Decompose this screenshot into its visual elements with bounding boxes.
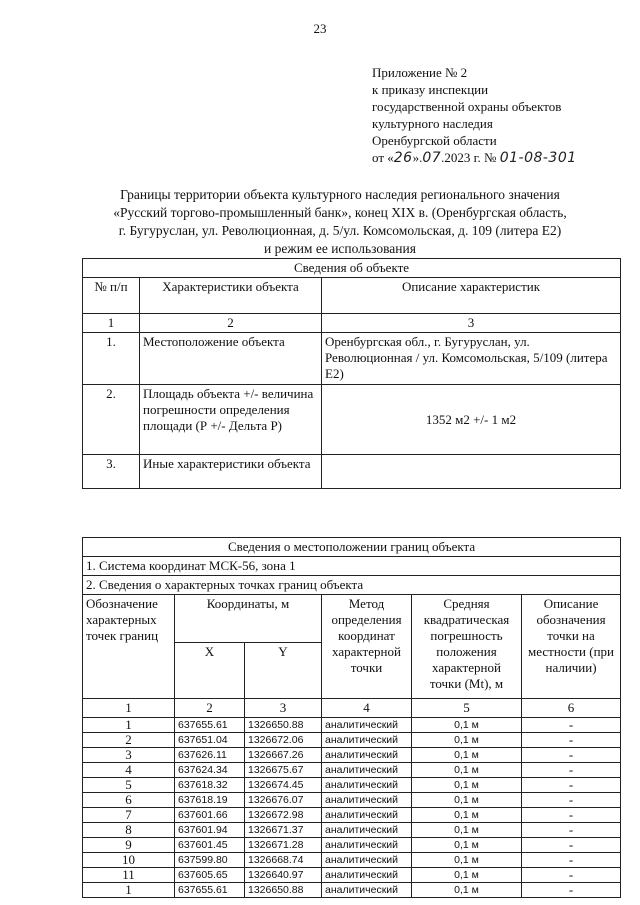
- col-index: 5: [412, 699, 522, 718]
- point-x: 637624.34: [175, 763, 245, 778]
- table-row: [83, 718, 621, 733]
- col-index: 2: [140, 314, 322, 333]
- col-header-method: Метод определения координат характерной точки: [322, 595, 412, 699]
- document-title: [60, 186, 620, 258]
- point-y: 1326671.37: [245, 823, 322, 838]
- col-header-characteristic: Характеристики объекта: [140, 278, 322, 314]
- col-index: 2: [175, 699, 245, 718]
- appendix-block: [372, 64, 577, 167]
- table-row: [83, 748, 621, 763]
- point-id: 1: [83, 883, 175, 898]
- point-error: 0,1 м: [412, 853, 522, 868]
- handwritten-month: 07: [422, 150, 442, 166]
- row-characteristic: Местоположение объекта: [140, 333, 322, 385]
- point-id: 4: [83, 763, 175, 778]
- row-description: Оренбургская обл., г. Бугуруслан, ул. Революционная / ул. Комсомольская, 5/109 (литера Е2): [322, 333, 621, 385]
- col-header-description: Описание характеристик: [322, 278, 621, 314]
- row-description: 1352 м2 +/- 1 м2: [322, 385, 621, 455]
- appendix-title: Приложение № 2: [372, 65, 468, 80]
- point-description: -: [522, 733, 621, 748]
- point-description: -: [522, 808, 621, 823]
- point-id: 11: [83, 868, 175, 883]
- point-x: 637599.80: [175, 853, 245, 868]
- point-id: 6: [83, 793, 175, 808]
- point-method: аналитический: [322, 838, 412, 853]
- points-header: 2. Сведения о характерных точках границ объекта: [83, 576, 621, 595]
- col-header-error: Средняя квадратическая погрешность положения характерной точки (Mt), м: [412, 595, 522, 699]
- table-row: [83, 808, 621, 823]
- date-separator: ».: [412, 150, 423, 165]
- point-error: 0,1 м: [412, 733, 522, 748]
- object-info-header: Сведения об объекте: [83, 259, 621, 278]
- point-id: 10: [83, 853, 175, 868]
- point-description: -: [522, 793, 621, 808]
- table-row: [83, 868, 621, 883]
- point-x: 637618.19: [175, 793, 245, 808]
- point-x: 637605.65: [175, 868, 245, 883]
- point-x: 637651.04: [175, 733, 245, 748]
- table-row: [83, 823, 621, 838]
- point-y: 1326650.88: [245, 718, 322, 733]
- title-line-3: г. Бугуруслан, ул. Революционная, д. 5/ул. Комсомольская, д. 109 (литера Е2): [118, 223, 562, 238]
- point-error: 0,1 м: [412, 793, 522, 808]
- table-row: [83, 733, 621, 748]
- point-description: -: [522, 838, 621, 853]
- point-error: 0,1 м: [412, 823, 522, 838]
- row-characteristic: Площадь объекта +/- величина погрешности определения площади (Р +/- Дельта Р): [140, 385, 322, 455]
- point-description: -: [522, 883, 621, 898]
- point-description: -: [522, 718, 621, 733]
- object-info-table: [82, 258, 621, 489]
- row-number: 3.: [83, 455, 140, 489]
- date-year: .2023 г. №: [441, 150, 497, 165]
- point-y: 1326675.67: [245, 763, 322, 778]
- col-header-coords: Координаты, м: [175, 595, 322, 643]
- point-id: 7: [83, 808, 175, 823]
- point-x: 637601.45: [175, 838, 245, 853]
- point-description: -: [522, 853, 621, 868]
- table-row: [83, 385, 621, 455]
- point-error: 0,1 м: [412, 718, 522, 733]
- table-row: [83, 455, 621, 489]
- point-id: 1: [83, 718, 175, 733]
- point-error: 0,1 м: [412, 808, 522, 823]
- point-x: 637655.61: [175, 883, 245, 898]
- title-line-4: и режим ее использования: [264, 241, 416, 256]
- point-x: 637601.94: [175, 823, 245, 838]
- row-number: 2.: [83, 385, 140, 455]
- handwritten-order-number: 01-08-301: [499, 150, 577, 166]
- point-method: аналитический: [322, 778, 412, 793]
- col-header-point: Обозначение характерных точек границ: [83, 595, 175, 699]
- point-y: 1326676.07: [245, 793, 322, 808]
- point-y: 1326672.98: [245, 808, 322, 823]
- point-id: 2: [83, 733, 175, 748]
- point-id: 5: [83, 778, 175, 793]
- point-method: аналитический: [322, 793, 412, 808]
- point-description: -: [522, 748, 621, 763]
- point-description: -: [522, 778, 621, 793]
- page-number: 23: [313, 21, 327, 36]
- col-index: 6: [522, 699, 621, 718]
- points-body: [83, 718, 621, 898]
- point-y: 1326640.97: [245, 868, 322, 883]
- point-x: 637626.11: [175, 748, 245, 763]
- point-method: аналитический: [322, 808, 412, 823]
- point-y: 1326650.88: [245, 883, 322, 898]
- row-number: 1.: [83, 333, 140, 385]
- point-method: аналитический: [322, 883, 412, 898]
- point-method: аналитический: [322, 853, 412, 868]
- table-row: [83, 333, 621, 385]
- point-y: 1326668.74: [245, 853, 322, 868]
- point-x: 637618.32: [175, 778, 245, 793]
- table-row: [83, 883, 621, 898]
- point-y: 1326674.45: [245, 778, 322, 793]
- appendix-date-line: [372, 149, 577, 167]
- point-y: 1326671.28: [245, 838, 322, 853]
- point-method: аналитический: [322, 823, 412, 838]
- point-error: 0,1 м: [412, 763, 522, 778]
- point-id: 8: [83, 823, 175, 838]
- table-row: [83, 778, 621, 793]
- col-header-number: № п/п: [83, 278, 140, 314]
- appendix-order-ref: к приказу инспекции: [372, 82, 489, 97]
- appendix-region: Оренбургской области: [372, 133, 497, 148]
- point-x: 637601.66: [175, 808, 245, 823]
- point-x: 637655.61: [175, 718, 245, 733]
- col-header-y: Y: [245, 643, 322, 699]
- col-header-point-description: Описание обозначения точки на местности (при наличии): [522, 595, 621, 699]
- point-error: 0,1 м: [412, 748, 522, 763]
- point-error: 0,1 м: [412, 868, 522, 883]
- date-prefix: от «: [372, 150, 394, 165]
- col-index: 1: [83, 699, 175, 718]
- row-characteristic: Иные характеристики объекта: [140, 455, 322, 489]
- point-description: -: [522, 763, 621, 778]
- appendix-authority-line2: культурного наследия: [372, 116, 493, 131]
- table-row: [83, 763, 621, 778]
- point-error: 0,1 м: [412, 778, 522, 793]
- point-y: 1326672.06: [245, 733, 322, 748]
- boundary-table: [82, 537, 621, 898]
- point-y: 1326667.26: [245, 748, 322, 763]
- point-method: аналитический: [322, 763, 412, 778]
- table-row: [83, 853, 621, 868]
- point-method: аналитический: [322, 748, 412, 763]
- point-method: аналитический: [322, 733, 412, 748]
- point-description: -: [522, 868, 621, 883]
- col-index: 4: [322, 699, 412, 718]
- col-header-x: X: [175, 643, 245, 699]
- point-error: 0,1 м: [412, 838, 522, 853]
- point-error: 0,1 м: [412, 883, 522, 898]
- row-description: [322, 455, 621, 489]
- col-index: 3: [322, 314, 621, 333]
- point-method: аналитический: [322, 868, 412, 883]
- boundary-section-header: Сведения о местоположении границ объекта: [83, 538, 621, 557]
- point-id: 9: [83, 838, 175, 853]
- col-index: 1: [83, 314, 140, 333]
- coord-system: 1. Система координат МСК-56, зона 1: [83, 557, 621, 576]
- appendix-authority-line1: государственной охраны объектов: [372, 99, 562, 114]
- point-method: аналитический: [322, 718, 412, 733]
- point-description: -: [522, 823, 621, 838]
- point-id: 3: [83, 748, 175, 763]
- table-row: [83, 838, 621, 853]
- title-line-2: «Русский торгово-промышленный банк», конец XIX в. (Оренбургская область,: [113, 205, 567, 220]
- handwritten-day: 26: [393, 150, 413, 166]
- table-row: [83, 793, 621, 808]
- col-index: 3: [245, 699, 322, 718]
- title-line-1: Границы территории объекта культурного наследия регионального значения: [120, 187, 560, 202]
